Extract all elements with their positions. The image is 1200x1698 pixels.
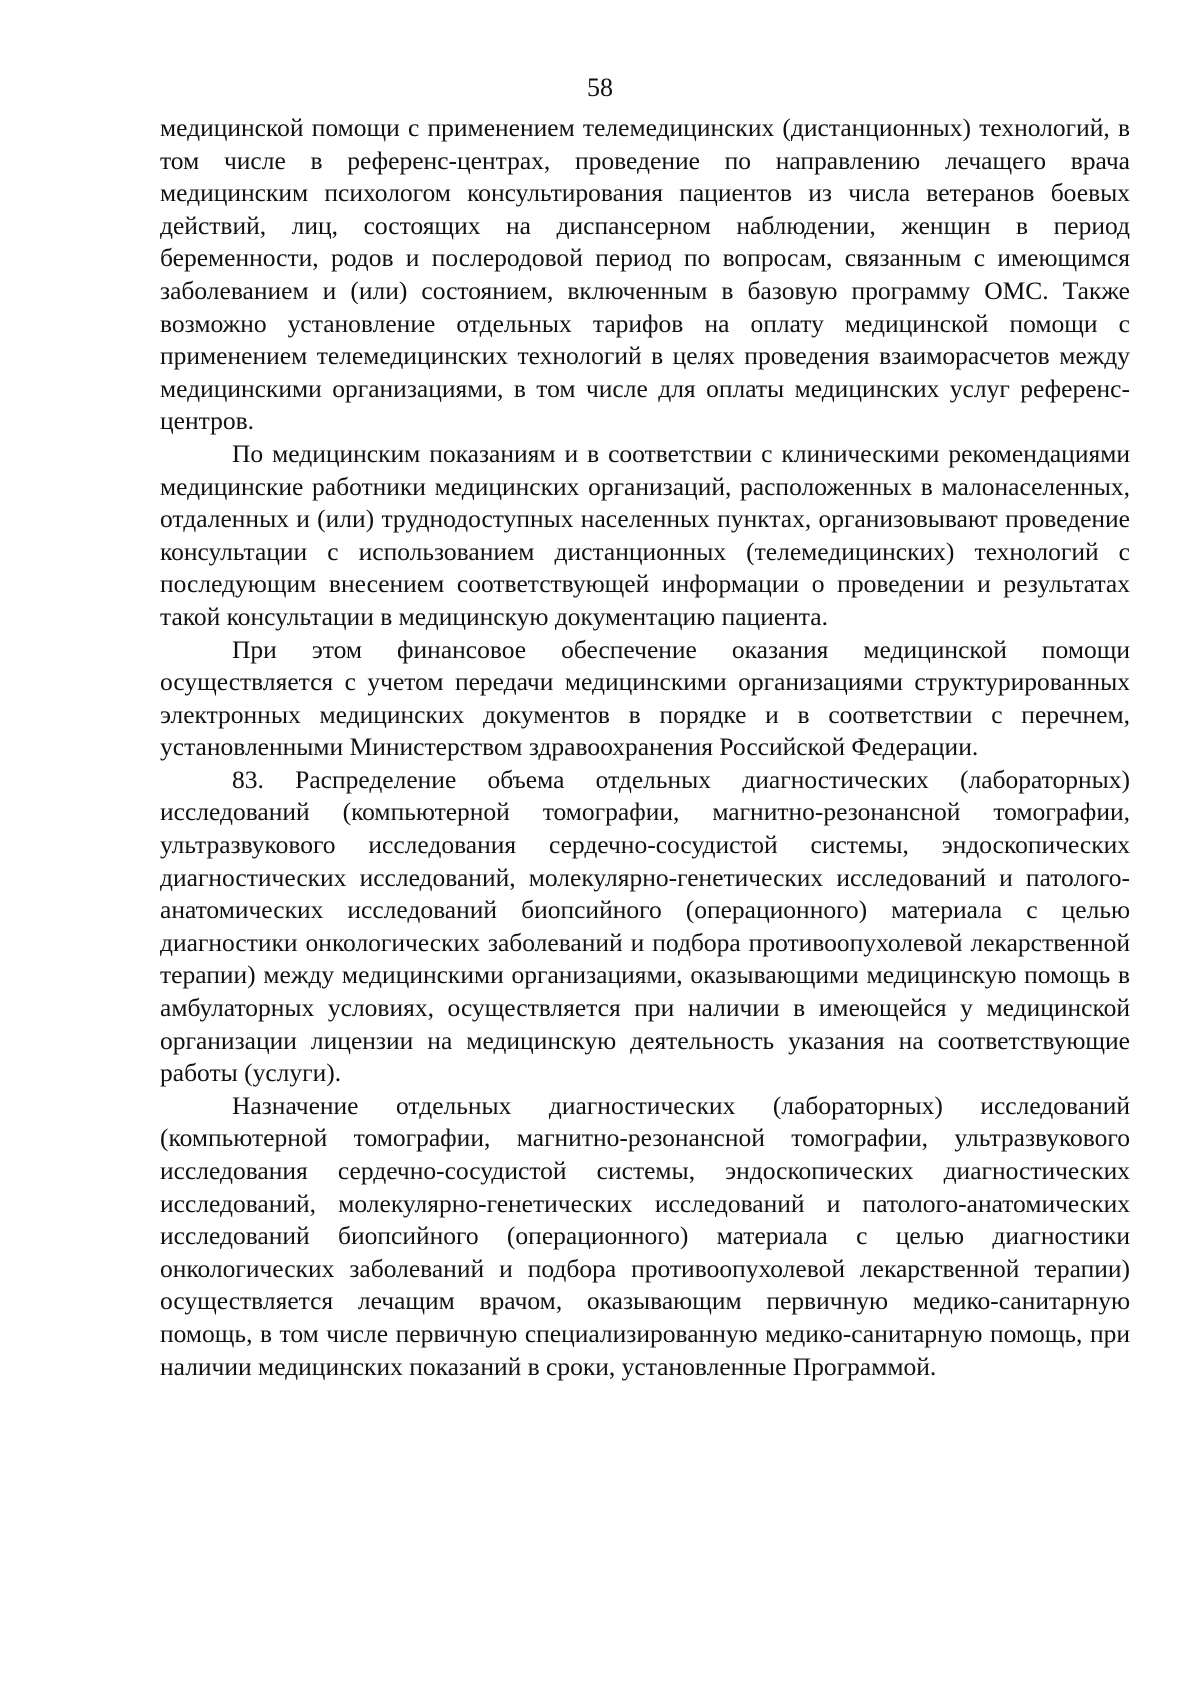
paragraph-financing: При этом финансовое обеспечение оказания медицинской помощи осуществляется с учетом передачи медицинскими организациями структурированных электронных медицинских документов в порядке и в соответствии с перечнем, установленными Министерством здравоохранения Российской Федерации. [160, 634, 1130, 762]
page-number: 58 [587, 73, 613, 102]
paragraph-diagnostics-assignment: Назначение отдельных диагностических (лабораторных) исследований (компьютерной томографии, магнитно-резонансной томографии, ультразвукового исследования сердечно-сосудистой системы, эндоскопических диагностических исследований, молекулярно-генетических исследований и патолого-анатомических исследований биопсийного (операционного) материала с целью диагностики онкологических заболеваний и подбора противоопухолевой лекарственной терапии) осуществляется лечащим врачом, оказывающим первичную медико-санитарную помощь, в том числе первичную специализированную медико-санитарную помощь, при наличии медицинских показаний в сроки, установленные Программой. [160, 1090, 1130, 1381]
document-body [160, 112, 1130, 1383]
paragraph-consultations: По медицинским показаниям и в соответствии с клиническими рекомендациями медицинские работники медицинских организаций, расположенных в малонаселенных, отдаленных и (или) труднодоступных населенных пунктах, организовывают проведение консультации с использованием дистанционных (телемедицинских) технологий с последующим внесением соответствующей информации о проведении и результатах такой консультации в медицинскую документацию пациента. [160, 438, 1130, 631]
paragraph-item-83: 83. Распределение объема отдельных диагностических (лабораторных) исследований (компьютерной томографии, магнитно-резонансной томографии, ультразвукового исследования сердечно-сосудистой системы, эндоскопических диагностических исследований, молекулярно-генетических исследований и патолого-анатомических исследований биопсийного (операционного) материала с целью диагностики онкологических заболеваний и подбора противоопухолевой лекарственной терапии) между медицинскими организациями, оказывающими медицинскую помощь в амбулаторных условиях, осуществляется при наличии в имеющейся у медицинской организации лицензии на медицинскую деятельность указания на соответствующие работы (услуги). [160, 764, 1130, 1088]
paragraph-continuation: медицинской помощи с применением телемедицинских (дистанционных) технологий, в том числе в референс-центрах, проведение по направлению лечащего врача медицинским психологом консультирования пациентов из числа ветеранов боевых действий, лиц, состоящих на диспансерном наблюдении, женщин в период беременности, родов и послеродовой период по вопросам, связанным с имеющимся заболеванием и (или) состоянием, включенным в базовую программу ОМС. Также возможно установление отдельных тарифов на оплату медицинской помощи с применением телемедицинских технологий в целях проведения взаиморасчетов между медицинскими организациями, в том числе для оплаты медицинских услуг референс-центров. [160, 113, 1130, 436]
